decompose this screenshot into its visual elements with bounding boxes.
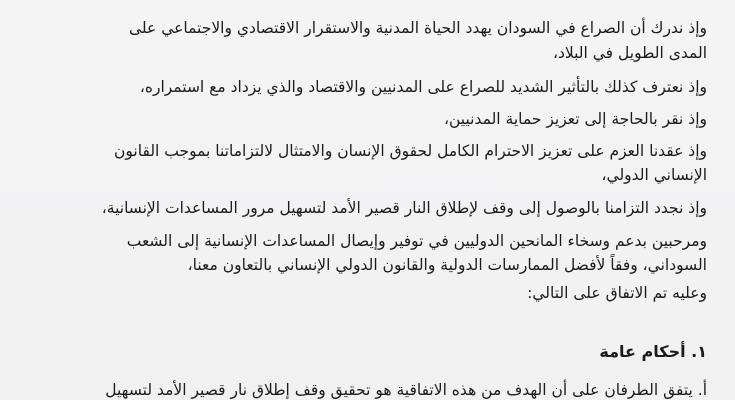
paragraph-1-line-2: المدى الطويل في البلاد،	[552, 44, 707, 62]
section-heading: ١. أحكام عامة	[599, 342, 707, 361]
paragraph-1-line-1: وإذ ندرك أن الصراع في السودان يهدد الحياة المدنية والاستقرار الاقتصادي والاجتماعي على	[128, 19, 707, 37]
cut-off-top-line	[87, 0, 707, 12]
paragraph-4-line-1: وإذ عقدنا العزم على تعزيز الاحترام الكامل لحقوق الإنسان والامتثال لالتزاماتنا بموجب القانون	[114, 142, 707, 160]
paragraph-3-line-1: وإذ نقر بالحاجة إلى تعزيز حماية المدنيين،	[444, 110, 707, 128]
paragraph-5-line-1: وإذ نجدد التزامنا بالوصول إلى وقف لإطلاق النار قصير الأمد لتسهيل مرور المساعدات الإنسانية،	[101, 199, 707, 217]
partial-bottom-line: أ. يتفق الطرفان على أن الهدف من هذه الاتفاقية هو تحقيق وقف إطلاق نار قصير الأمد لتسهيل	[105, 381, 707, 399]
paragraph-2-line-1: وإذ نعترف كذلك بالتأثير الشديد للصراع على المدنيين والاقتصاد والذي يزداد مع استمراره،	[139, 78, 707, 96]
paragraph-7-line-1: وعليه تم الاتفاق على التالي:	[527, 284, 707, 302]
paragraph-6-line-1: ومرحبين بدعم وسخاء المانحين الدوليين في توفير وإيصال المساعدات الإنسانية إلى الشعب	[126, 232, 707, 250]
paragraph-6-line-2: السوداني، وفقاً لأفضل الممارسات الدولية والقانون الدولي الإنساني بالتعاون معنا،	[187, 256, 707, 274]
paragraph-4-line-2: الإنساني الدولي،	[601, 166, 707, 184]
